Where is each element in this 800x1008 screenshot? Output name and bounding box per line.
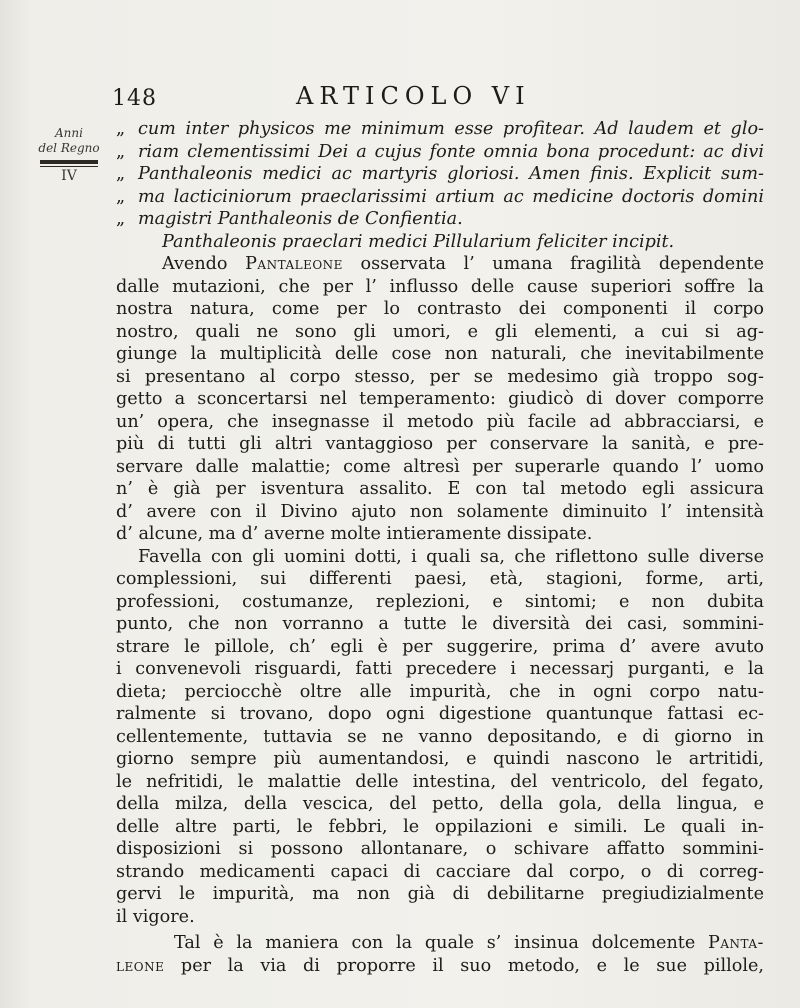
text-line	[116, 591, 764, 614]
line-text: delle altre parti, le febbri, le oppilazioni e simili. Le quali in-	[116, 816, 764, 837]
text-line	[116, 343, 764, 366]
text-line	[116, 163, 764, 186]
line-text: Panthaleonis medici ac martyris gloriosi. Amen finis. Explicit sum-	[138, 164, 764, 184]
text-line	[116, 321, 764, 344]
margin-rule-thin	[40, 166, 98, 167]
line-text: Panthaleonis praeclari medici Pillularium feliciter incipit.	[162, 231, 675, 252]
quote-mark: „	[116, 209, 126, 229]
text-line	[116, 932, 764, 955]
small-caps-name: leone	[116, 955, 165, 976]
running-head-title: ARTICOLO VI	[296, 82, 531, 110]
quote-mark: „	[116, 141, 126, 162]
text-line	[116, 388, 764, 411]
margin-note	[30, 126, 108, 184]
text-line	[116, 411, 764, 434]
line-text: strare le pillole, ch’ egli è per suggerire, prima d’ avere avuto	[116, 636, 764, 657]
line-text: ma lacticiniorum praeclarissimi artium ac medicine doctoris domini	[138, 186, 764, 207]
line-text: dalle mutazioni, che per l’ influsso delle cause superiori soffre la	[116, 276, 764, 297]
line-text: i convenevoli risguardi, fatti precedere i necessarj purganti, e la	[116, 659, 764, 679]
margin-label-line1: Anni	[55, 126, 83, 140]
text-line	[116, 703, 764, 726]
text-line	[116, 186, 764, 209]
text-line	[116, 366, 764, 389]
line-text: gervi le impurità, ma non già di debilitarne pregiudizialmente	[116, 884, 764, 904]
quote-mark: „	[116, 164, 126, 184]
text-line	[116, 456, 764, 479]
text-line	[116, 636, 764, 659]
line-text: nostro, quali ne sono gli umori, e gli elementi, a cui si ag-	[116, 321, 764, 342]
line-text: Avendo	[162, 254, 246, 274]
text-line	[116, 681, 764, 704]
line-text: il vigore.	[116, 906, 195, 927]
line-text: n’ è già per isventura assalito. E con tal metodo egli assicura	[116, 479, 764, 499]
line-text: giorno sempre più aumentandosi, e quindi nascono le artritidi,	[116, 749, 764, 769]
text-line	[116, 478, 764, 501]
text-line	[116, 748, 764, 771]
text-line	[116, 816, 764, 839]
line-text: Favella con gli uomini dotti, i quali sa, che riflettono sulle diverse	[138, 546, 764, 567]
text-line	[116, 955, 764, 978]
text-line	[116, 726, 764, 749]
text-line	[116, 118, 764, 141]
line-text: servare dalle malattie; come altresì per superarle quando l’ uomo	[116, 456, 764, 477]
text-line	[116, 613, 764, 636]
line-text: complessioni, sui differenti paesi, età, stagioni, forme, arti,	[116, 569, 764, 589]
line-text: Tal è la maniera con la quale s’ insinua dolcemente	[174, 933, 709, 953]
line-text: dieta; perciocchè oltre alle impurità, che in ogni corpo natu-	[116, 681, 764, 702]
line-text: riam clementissimi Dei a cujus fonte omnia bona procedunt: ac divi	[138, 141, 764, 162]
body-text	[116, 118, 764, 977]
small-caps-name: Panta-	[708, 933, 764, 953]
text-line	[116, 658, 764, 681]
text-line	[116, 793, 764, 816]
margin-rule-thick	[40, 160, 98, 164]
text-line	[116, 253, 764, 276]
line-text: strando medicamenti capaci di cacciare dal corpo, o di correg-	[116, 861, 764, 882]
text-line	[116, 546, 764, 569]
text-line	[116, 433, 764, 456]
margin-label-line2: del Regno	[38, 141, 100, 155]
line-text: disposizioni si possono allontanare, o schivare affatto sommini-	[116, 839, 764, 859]
line-text: ralmente si trovano, dopo ogni digestione quantunque fattasi ec-	[116, 704, 764, 724]
small-caps-name: Pantaleone	[245, 254, 343, 274]
quote-mark: „	[116, 186, 126, 207]
margin-regnal-year: IV	[61, 168, 77, 184]
line-text: della milza, della vescica, del petto, della gola, della lingua, e	[116, 794, 764, 814]
text-line	[116, 906, 764, 929]
line-text: cellentemente, tuttavia se ne vanno depositando, e di giorno in	[116, 726, 764, 747]
page-number: 148	[112, 86, 157, 111]
text-line	[116, 771, 764, 794]
text-line	[116, 568, 764, 591]
text-line	[116, 861, 764, 884]
text-line	[116, 276, 764, 299]
line-text: d’ avere con il Divino ajuto non solamente diminuito l’ intensità	[116, 501, 764, 522]
text-line	[116, 298, 764, 321]
text-line	[116, 208, 764, 231]
line-text: getto a sconcertarsi nel temperamento: giudicò di dover comporre	[116, 389, 764, 409]
line-text: nostra natura, come per lo contrasto dei componenti il corpo	[116, 299, 764, 319]
text-line	[116, 523, 764, 546]
text-line	[116, 883, 764, 906]
line-text: si presentano al corpo stesso, per se medesimo già troppo sog-	[116, 366, 764, 387]
line-text: magistri Panthaleonis de Confientia.	[138, 209, 463, 229]
line-text: per la via di proporre il suo metodo, e le sue pillole,	[164, 955, 764, 976]
line-text: più di tutti gli altri vantaggioso per conservare la sanità, e pre-	[116, 434, 764, 454]
text-line	[116, 838, 764, 861]
line-text: d’ alcune, ma d’ averne molte intieramente dissipate.	[116, 524, 593, 544]
text-line	[116, 231, 764, 254]
line-text: punto, che non vorranno a tutte le diversità dei casi, sommini-	[116, 614, 764, 634]
line-text: osservata l’ umana fragilità dependente	[342, 254, 765, 274]
line-text: le nefritidi, le malattie delle intestina, del ventricolo, del fegato,	[116, 771, 764, 792]
quote-mark: „	[116, 119, 126, 139]
line-text: cum inter physicos me minimum esse profitear. Ad laudem et glo-	[138, 119, 764, 139]
line-text: giunge la multiplicità delle cose non naturali, che inevitabilmente	[116, 344, 764, 364]
line-text: un’ opera, che insegnasse il metodo più facile ad abbracciarsi, e	[116, 411, 764, 432]
line-text: professioni, costumanze, replezioni, e sintomi; e non dubita	[116, 591, 764, 612]
text-line	[116, 501, 764, 524]
text-line	[116, 141, 764, 164]
